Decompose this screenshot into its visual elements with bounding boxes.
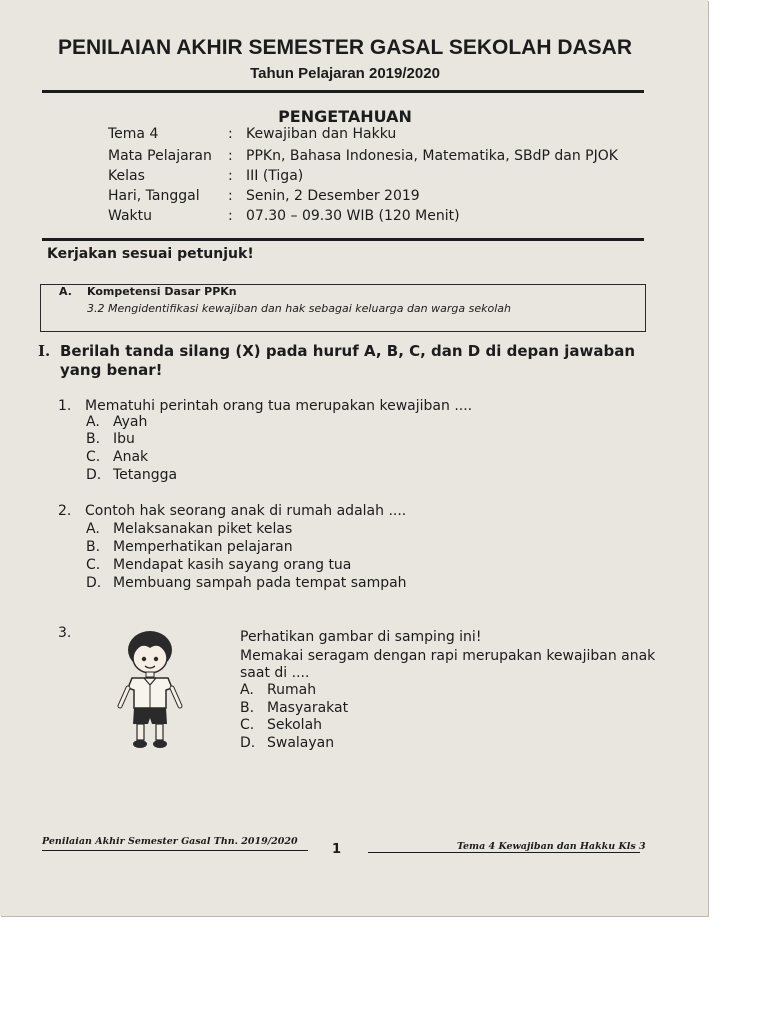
info-label: Tema 4 (108, 126, 159, 142)
section-title: PENGETAHUAN (278, 107, 412, 126)
kompetensi-text: 3.2 Mengidentifikasi kewajiban dan hak sebagai keluarga dan warga sekolah (87, 302, 511, 315)
info-value: 07.30 – 09.30 WIB (120 Menit) (246, 208, 460, 224)
kompetensi-letter: A. (59, 285, 72, 298)
q1-option-a[interactable] (86, 414, 147, 430)
info-value: Kewajiban dan Hakku (246, 126, 397, 142)
option-letter: B. (86, 539, 101, 555)
part-number: I. (38, 342, 51, 360)
info-label: Mata Pelajaran (108, 148, 212, 164)
page-number: 1 (332, 842, 342, 857)
option-letter: A. (86, 414, 100, 430)
info-label: Kelas (108, 168, 145, 184)
option-letter: C. (86, 449, 101, 465)
kompetensi-heading-text: Kompetensi Dasar PPKn (87, 285, 237, 298)
option-text: Tetangga (113, 467, 178, 483)
q3-line-2: Memakai seragam dengan rapi merupakan kewajiban anak (240, 648, 656, 664)
q3-option-b[interactable] (240, 700, 348, 716)
q2-option-b[interactable] (86, 539, 293, 555)
info-colon: : (228, 188, 233, 204)
q3-option-c[interactable] (240, 717, 322, 733)
header-rule (42, 90, 644, 93)
option-letter: C. (86, 557, 101, 573)
info-mata-pelajaran (108, 148, 618, 164)
q3-option-a[interactable] (240, 682, 316, 698)
q1-option-d[interactable] (86, 467, 177, 483)
exam-title: PENILAIAN AKHIR SEMESTER GASAL SEKOLAH DASAR (57, 36, 633, 59)
option-text: Anak (113, 449, 149, 465)
question-text: Contoh hak seorang anak di rumah adalah .... (85, 503, 407, 519)
info-value: PPKn, Bahasa Indonesia, Matematika, SBdP dan PJOK (246, 148, 618, 164)
option-text: Ayah (113, 414, 148, 430)
q2-option-c[interactable] (86, 557, 351, 573)
option-text: Swalayan (267, 735, 335, 751)
option-text: Mendapat kasih sayang orang tua (113, 557, 352, 573)
q3-line-1: Perhatikan gambar di samping ini! (240, 629, 482, 645)
option-text: Membuang sampah pada tempat sampah (113, 575, 407, 591)
q2-option-a[interactable] (86, 521, 292, 537)
part-one-heading (38, 342, 638, 380)
info-hari-tanggal (108, 188, 420, 204)
info-colon: : (228, 126, 233, 142)
boy-in-uniform-illustration (112, 628, 188, 756)
question-number: 2. (58, 503, 72, 519)
option-letter: D. (86, 575, 102, 591)
q3-option-d[interactable] (240, 735, 334, 751)
instruction-text: Kerjakan sesuai petunjuk! (47, 246, 254, 262)
option-letter: B. (86, 431, 101, 447)
info-kelas (108, 168, 303, 184)
footer-left: Penilaian Akhir Semester Gasal Thn. 2019/2020 (42, 836, 298, 847)
option-letter: A. (86, 521, 100, 537)
footer-right: Tema 4 Kewajiban dan Hakku Kls 3 (457, 841, 646, 852)
option-letter: C. (240, 717, 255, 733)
kompetensi-box (40, 284, 646, 332)
footer-right-rule (368, 852, 640, 853)
q2-option-d[interactable] (86, 575, 407, 591)
info-value: III (Tiga) (246, 168, 304, 184)
part-instruction: Berilah tanda silang (X) pada huruf A, B, C, dan D di depan jawaban yang benar! (60, 342, 636, 379)
q1-option-b[interactable] (86, 431, 135, 447)
option-text: Rumah (267, 682, 317, 698)
q1-option-c[interactable] (86, 449, 148, 465)
info-colon: : (228, 148, 233, 164)
option-letter: A. (240, 682, 254, 698)
kompetensi-heading (59, 285, 237, 298)
option-text: Masyarakat (267, 700, 349, 716)
question-number: 3. (58, 625, 72, 641)
school-year: Tahun Pelajaran 2019/2020 (250, 65, 440, 82)
info-colon: : (228, 168, 233, 184)
footer-left-rule (42, 850, 308, 851)
info-rule (42, 238, 644, 241)
info-value: Senin, 2 Desember 2019 (246, 188, 420, 204)
question-number: 1. (58, 398, 72, 414)
info-label: Waktu (108, 208, 152, 224)
option-letter: D. (86, 467, 102, 483)
option-letter: D. (240, 735, 256, 751)
option-text: Melaksanakan piket kelas (113, 521, 293, 537)
q3-line-3: saat di .... (240, 665, 310, 681)
option-text: Sekolah (267, 717, 323, 733)
question-text: Mematuhi perintah orang tua merupakan kewajiban .... (85, 398, 473, 414)
option-text: Memperhatikan pelajaran (113, 539, 293, 555)
option-letter: B. (240, 700, 255, 716)
info-label: Hari, Tanggal (108, 188, 200, 204)
info-colon: : (228, 208, 233, 224)
option-text: Ibu (113, 431, 135, 447)
info-waktu (108, 208, 460, 224)
info-tema (108, 126, 396, 142)
